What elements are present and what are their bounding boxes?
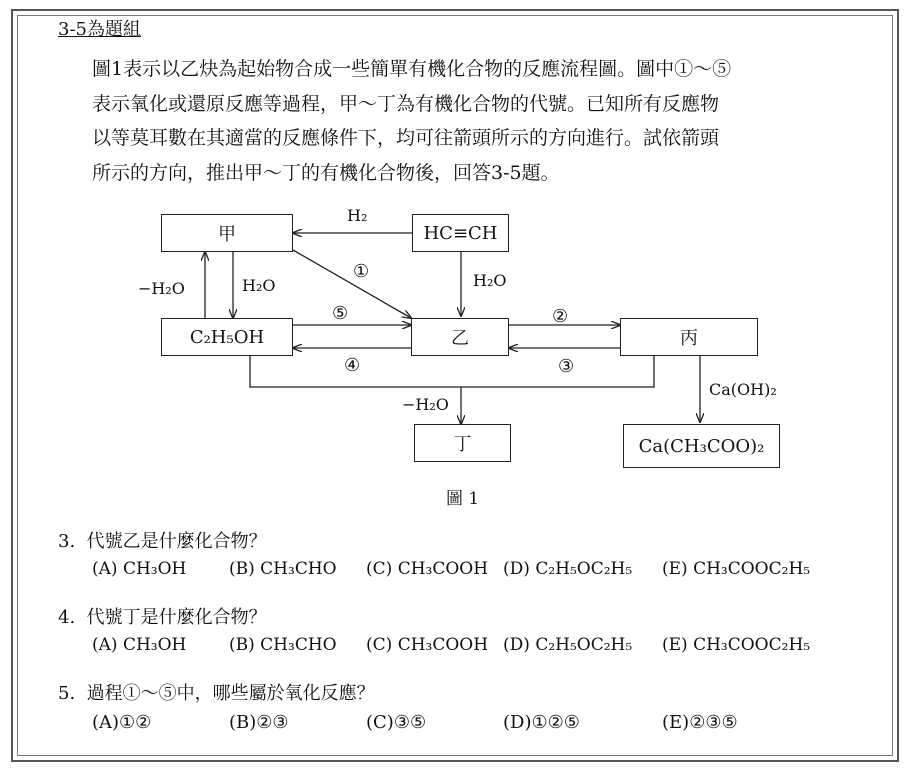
- q3-option-a: [92, 559, 186, 579]
- q4-option-a: [92, 635, 186, 655]
- option-label: (D): [503, 559, 530, 579]
- option-label: (C): [366, 635, 393, 655]
- q3-option-b: [229, 559, 337, 579]
- option-value: CH₃CHO: [260, 559, 337, 579]
- node-ding: 丁: [414, 424, 511, 462]
- question-number: 4.: [58, 607, 76, 628]
- label-step1: ①: [353, 261, 370, 282]
- intro-line: 圖1表示以乙炔為起始物合成一些簡單有機化合物的反應流程圖。圖中①～⑤: [92, 58, 732, 80]
- option-value: CH₃COOH: [397, 635, 489, 655]
- option-value: C₂H₅OC₂H₅: [535, 635, 633, 655]
- figure-caption: 圖 1: [446, 489, 480, 509]
- option-value: ②③⑤: [689, 712, 738, 733]
- option-label: (E): [662, 635, 688, 655]
- intro-line: 表示氧化或還原反應等過程，甲～丁為有機化合物的代號。已知所有反應物: [92, 92, 720, 115]
- label-minus-h2o-left: −H₂O: [138, 279, 185, 298]
- q4-option-c: [366, 635, 488, 655]
- q5-option-c: [366, 712, 426, 733]
- label-minus-h2o-bottom: −H₂O: [402, 395, 449, 414]
- option-label: (B): [229, 635, 255, 655]
- question-number: 5.: [58, 683, 76, 704]
- intro-line: 所示的方向，推出甲～丁的有機化合物後，回答3-5題。: [92, 161, 560, 184]
- q3-option-c: [366, 559, 488, 579]
- arrow-jia-to-yi: [293, 250, 411, 318]
- q3-option-d: [503, 559, 632, 579]
- option-value: ②③: [256, 712, 289, 733]
- q3-option-e: [662, 559, 810, 579]
- option-value: ③⑤: [393, 712, 427, 733]
- group-header: 3-5為題組: [58, 19, 141, 40]
- node-yi: 乙: [411, 318, 509, 356]
- q4-option-e: [662, 635, 810, 655]
- option-label: (C): [366, 712, 394, 733]
- question-3: [58, 527, 267, 553]
- option-label: (E): [662, 559, 688, 579]
- question-text: 代號乙是什麼化合物？: [86, 531, 267, 552]
- option-value: ①②: [119, 712, 152, 733]
- q5-option-a: [92, 712, 151, 733]
- label-h2: H₂: [347, 206, 368, 225]
- option-value: CH₃OH: [122, 635, 187, 655]
- intro-line: 以等莫耳數在其適當的反應條件下，均可往箭頭所示的方向進行。試依箭頭: [92, 127, 720, 149]
- option-value: CH₃COOC₂H₅: [693, 559, 811, 579]
- option-value: CH₃OH: [122, 559, 187, 579]
- option-value: CH₃CHO: [260, 635, 337, 655]
- question-text: 過程①～⑤中，哪些屬於氧化反應？: [86, 683, 375, 704]
- option-value: C₂H₅OC₂H₅: [535, 559, 633, 579]
- q5-option-e: [662, 712, 738, 733]
- label-step3: ③: [558, 356, 575, 377]
- option-label: (A): [92, 559, 118, 579]
- q5-option-b: [229, 712, 289, 733]
- label-h2o-acetylene: H₂O: [473, 271, 507, 290]
- question-5: [58, 679, 375, 705]
- option-value: ①②⑤: [531, 712, 580, 733]
- question-4: [58, 603, 267, 629]
- q4-option-d: [503, 635, 632, 655]
- node-calcium-acetate: Ca(CH₃COO)₂: [623, 424, 780, 468]
- q4-option-b: [229, 635, 337, 655]
- option-label: (A): [92, 635, 118, 655]
- option-value: CH₃COOH: [397, 559, 489, 579]
- question-text: 代號丁是什麼化合物？: [86, 607, 267, 628]
- option-label: (C): [366, 559, 393, 579]
- arrow-combine-bracket: [250, 356, 654, 387]
- node-acetylene: HC≡CH: [412, 214, 509, 252]
- label-h2o-down: H₂O: [242, 276, 276, 295]
- option-label: (B): [229, 559, 255, 579]
- option-label: (B): [229, 712, 257, 733]
- option-label: (A): [92, 712, 120, 733]
- question-number: 3.: [58, 531, 76, 552]
- label-step5: ⑤: [332, 303, 349, 324]
- node-ethanol: C₂H₅OH: [161, 318, 293, 356]
- label-step4: ④: [344, 355, 361, 376]
- q5-option-d: [503, 712, 580, 733]
- label-caoh2: Ca(OH)₂: [709, 380, 777, 399]
- node-bing: 丙: [620, 318, 758, 356]
- option-value: CH₃COOC₂H₅: [693, 635, 811, 655]
- option-label: (E): [662, 712, 690, 733]
- label-step2: ②: [552, 306, 569, 327]
- option-label: (D): [503, 712, 532, 733]
- node-jia: 甲: [161, 214, 293, 252]
- option-label: (D): [503, 635, 530, 655]
